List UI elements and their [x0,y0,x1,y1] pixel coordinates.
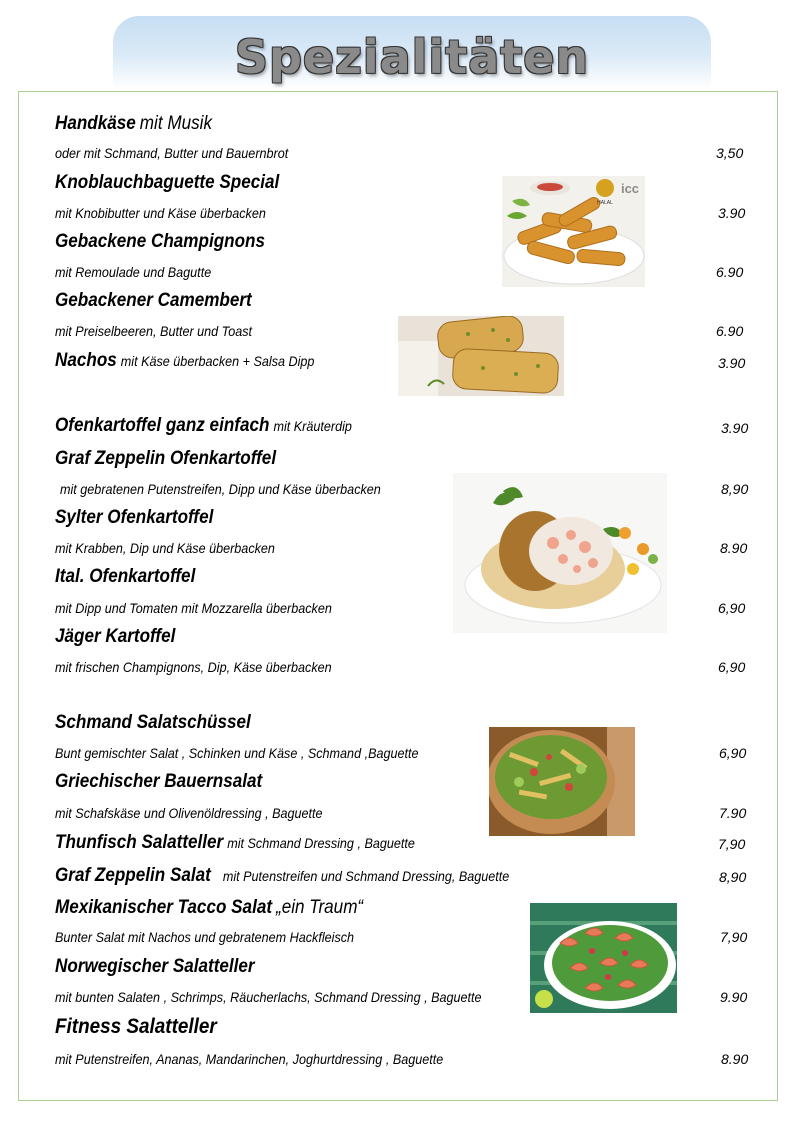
brand-label: icc [620,181,640,196]
menu-item-name: Mexikanischer Tacco Salat „ein Traum“ [55,897,364,918]
menu-item-price: 8,90 [719,869,747,885]
menu-item-name: Handkäse mit Musik [55,113,213,134]
menu-item-price: 3.90 [718,355,746,371]
menu-item-name: Schmand Salatschüssel [55,712,251,733]
menu-item-name: Norwegischer Salatteller [55,956,255,977]
photo-baked-potato [453,473,667,633]
menu-item-desc: mit Knobibutter und Käse überbacken [55,205,266,221]
menu-item-name: Graf Zeppelin Salat mit Putenstreifen und Schmand Dressing, Baguette [55,865,510,886]
page-title: Spezialitäten [234,30,590,84]
menu-item-desc: mit Krabben, Dip und Käse überbacken [55,540,275,556]
menu-item-desc: mit Remoulade und Bagutte [55,264,212,280]
menu-item-price: 7,90 [720,929,748,945]
menu-item-desc: mit frischen Champignons, Dip, Käse überbacken [55,659,332,675]
menu-item-desc: mit bunten Salaten , Schrimps, Räucherlachs, Schmand Dressing , Baguette [55,989,482,1005]
photo-garlic-baguette [398,316,564,396]
title-banner [113,16,711,88]
menu-item-desc: mit Preiselbeeren, Butter und Toast [55,323,253,339]
menu-item-price: 3,50 [716,145,744,161]
menu-item-name: Jäger Kartoffel [55,626,176,647]
menu-item-desc: oder mit Schmand, Butter und Bauernbrot [55,145,289,161]
menu-item-desc: Bunt gemischter Salat , Schinken und Käse , Schmand ,Baguette [55,745,419,761]
menu-item-name: Fitness Salatteller [55,1015,217,1038]
photo-fried-snacks [502,176,645,287]
menu-item-name: Sylter Ofenkartoffel [55,507,214,528]
menu-item-price: 7,90 [718,836,746,852]
menu-item-price: 8.90 [721,1051,749,1067]
menu-item-desc: mit Schafskäse und Olivenöldressing , Baguette [55,805,323,821]
photo-shrimp-salad [530,903,677,1013]
menu-item-price: 6,90 [719,745,747,761]
menu-item-price: 3.90 [721,420,749,436]
menu-item-price: 7.90 [719,805,747,821]
menu-item-name: Ital. Ofenkartoffel [55,566,196,587]
menu-item-price: 3.90 [718,205,746,221]
photo-salad-bowl [489,727,635,836]
menu-item-name: Nachos mit Käse überbacken + Salsa Dipp [55,350,315,371]
halal-label: HALAL [597,200,613,206]
menu-item-price: 6,90 [718,659,746,675]
menu-item-desc: mit Dipp und Tomaten mit Mozzarella überbacken [55,600,332,616]
menu-item-desc: Bunter Salat mit Nachos und gebratenem Hackfleisch [55,929,355,945]
menu-item-name: Knoblauchbaguette Special [55,172,280,193]
menu-item-price: 6,90 [718,600,746,616]
menu-item-name: Griechischer Bauernsalat [55,771,263,792]
menu-item-desc: mit Putenstreifen, Ananas, Mandarinchen, Joghurtdressing , Baguette [55,1051,444,1067]
halal-logo-icon [596,179,614,197]
menu-item-price: 9.90 [720,989,748,1005]
menu-item-price: 8,90 [721,481,749,497]
menu-item-price: 6.90 [716,264,744,280]
menu-item-desc: mit gebratenen Putenstreifen, Dipp und Käse überbacken [60,481,381,497]
menu-item-name: Gebackene Champignons [55,231,266,252]
menu-item-name: Thunfisch Salatteller mit Schmand Dressing , Baguette [55,832,415,853]
menu-item-price: 8.90 [720,540,748,556]
menu-item-name: Ofenkartoffel ganz einfach mit Kräuterdip [55,415,352,436]
menu-item-price: 6.90 [716,323,744,339]
menu-item-name: Gebackener Camembert [55,290,252,311]
menu-item-name: Graf Zeppelin Ofenkartoffel [55,448,277,469]
